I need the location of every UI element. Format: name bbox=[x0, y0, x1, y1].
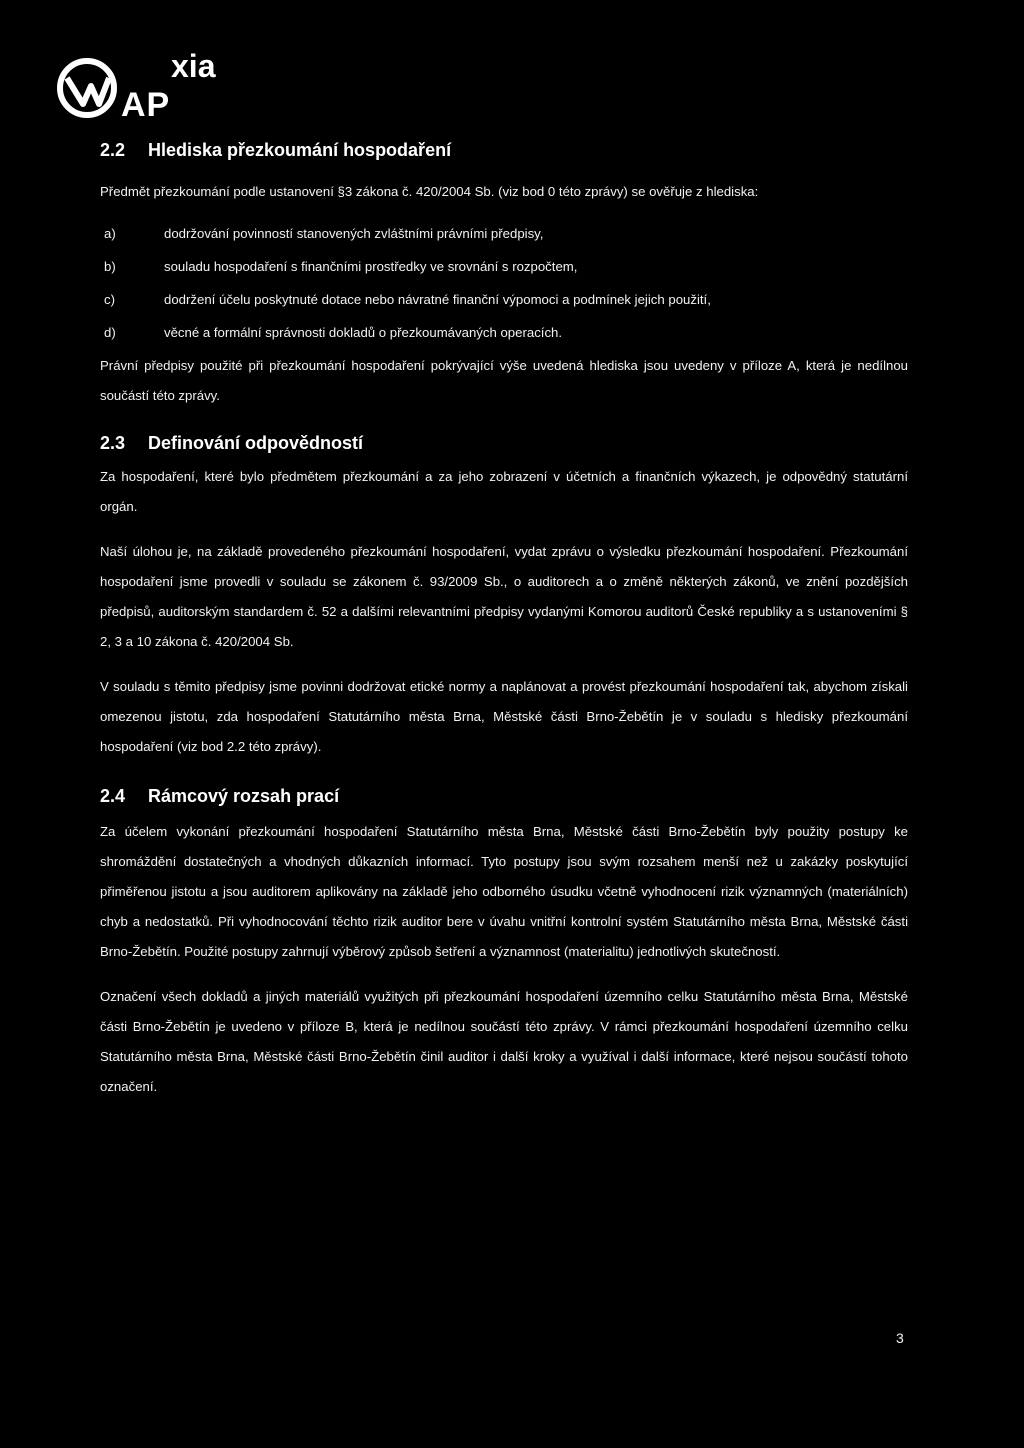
list-item bbox=[100, 316, 908, 349]
list-item bbox=[100, 250, 908, 283]
company-logo bbox=[55, 46, 235, 126]
logo-xia-text: xia bbox=[171, 48, 216, 84]
page-number: 3 bbox=[896, 1330, 904, 1346]
section-title: Hlediska přezkoumání hospodaření bbox=[148, 140, 452, 160]
list-text: souladu hospodaření s finančními prostředky ve srovnání s rozpočtem, bbox=[164, 259, 578, 274]
list-item bbox=[100, 217, 908, 250]
criteria-list bbox=[100, 217, 908, 349]
list-marker: a) bbox=[104, 226, 116, 241]
list-text: dodržování povinností stanovených zvláštními právními předpisy, bbox=[164, 226, 544, 241]
section-number: 2.4 bbox=[100, 786, 126, 806]
list-item bbox=[100, 283, 908, 316]
list-text: věcné a formální správnosti dokladů o přezkoumávaných operacích. bbox=[164, 325, 563, 340]
section-2-3-paragraph-3: V souladu s těmito předpisy jsme povinni dodržovat etické normy a naplánovat a provést přezkoumání hospodaření tak, abychom získali omezenou jistotu, zda hospodaření Statutárního města Brna, Městské části Brno-Žebětín je v souladu s hledisky přezkoumání hospodaření (viz bod 2.2 této zprávy). bbox=[100, 679, 908, 754]
logo-mark-icon bbox=[55, 56, 119, 120]
logo-ap-text: AP bbox=[121, 86, 171, 124]
list-marker: d) bbox=[104, 325, 116, 340]
section-number: 2.2 bbox=[100, 140, 126, 160]
section-2-4-paragraph-1: Za účelem vykonání přezkoumání hospodaření Statutárního města Brna, Městské části Brno-Žebětín byly použity postupy ke shromáždění dostatečných a vhodných důkazních informací. Tyto postupy jsou svým rozsahem menší než u zakázky poskytující přiměřenou jistotu a jsou auditorem aplikovány na základě jeho odborného úsudku včetně vyhodnocení rizik významných (materiálních) chyb a nedostatků. Při vyhodnocování těchto rizik auditor bere v úvahu vnitřní kontrolní systém Statutárního města Brna, Městské části Brno-Žebětín. Použité postupy zahrnují výběrový způsob šetření a významnost (materialitu) jednotlivých skutečností. bbox=[100, 824, 908, 959]
section-number: 2.3 bbox=[100, 433, 126, 453]
document-body bbox=[100, 140, 908, 1102]
list-text: dodržení účelu poskytnuté dotace nebo návratné finanční výpomoci a podmínek jejich použití, bbox=[164, 292, 711, 307]
section-title: Definování odpovědností bbox=[148, 433, 364, 453]
list-marker: c) bbox=[104, 292, 115, 307]
section-2-4-heading bbox=[100, 786, 908, 807]
section-2-2-paragraph: Právní předpisy použité při přezkoumání hospodaření pokrývající výše uvedená hlediska jsou uvedeny v příloze A, která je nedílnou součástí této zprávy. bbox=[100, 358, 908, 403]
section-2-2-intro: Předmět přezkoumání podle ustanovení §3 zákona č. 420/2004 Sb. (viz bod 0 této zprávy) se ověřuje z hlediska: bbox=[100, 184, 759, 199]
section-2-4-paragraph-2: Označení všech dokladů a jiných materiálů využitých při přezkoumání hospodaření územního celku Statutárního města Brna, Městské části Brno-Žebětín je uvedeno v příloze B, která je nedílnou součástí této zprávy. V rámci přezkoumání hospodaření územního celku Statutárního města Brna, Městské části Brno-Žebětín činil auditor i další kroky a využíval i další informace, které nejsou součástí tohoto označení. bbox=[100, 989, 908, 1094]
section-2-3-paragraph-1: Za hospodaření, které bylo předmětem přezkoumání a za jeho zobrazení v účetních a finančních výkazech, je odpovědný statutární orgán. bbox=[100, 469, 908, 514]
list-marker: b) bbox=[104, 259, 116, 274]
section-2-3-heading bbox=[100, 433, 908, 454]
section-2-3-paragraph-2: Naší úlohou je, na základě provedeného přezkoumání hospodaření, vydat zprávu o výsledku přezkoumání hospodaření. Přezkoumání hospodaření jsme provedli v souladu se zákonem č. 93/2009 Sb., o auditorech a o změně některých zákonů, ve znění pozdějších předpisů, auditorským standardem č. 52 a dalšími relevantními předpisy vydanými Komorou auditorů České republiky a s ustanoveními § 2, 3 a 10 zákona č. 420/2004 Sb. bbox=[100, 544, 908, 649]
section-2-2-heading bbox=[100, 140, 908, 161]
section-title: Rámcový rozsah prací bbox=[148, 786, 340, 806]
